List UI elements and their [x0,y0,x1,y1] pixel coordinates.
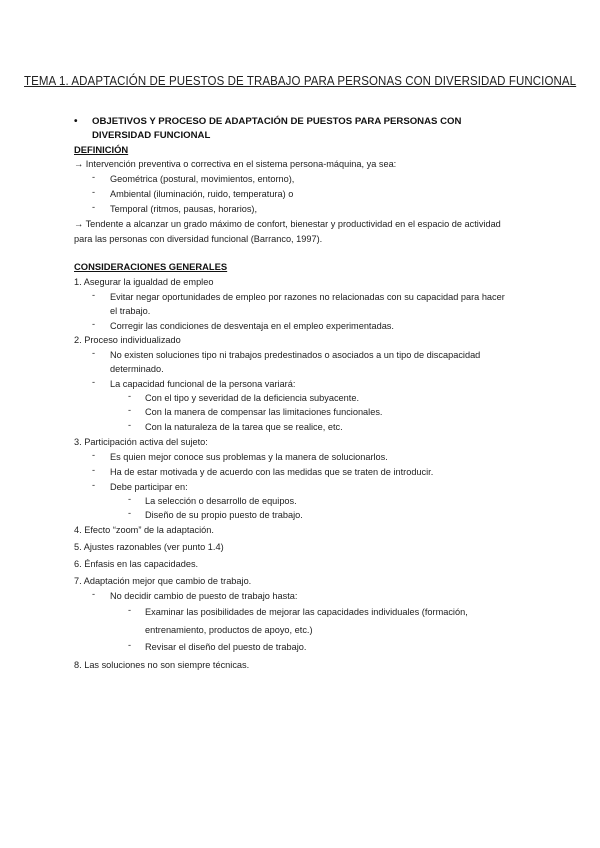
item-1a-cont: el trabajo. [110,306,151,316]
definicion-intro: → Intervención preventiva o correctiva en el sistema persona-máquina, ya sea: [74,159,397,169]
item-3c1: La selección o desarrollo de equipos. [145,496,297,506]
item-1: 1. Asegurar la igualdad de empleo [74,277,214,287]
dash-marker: - [128,405,132,415]
item-3c2: Diseño de su propio puesto de trabajo. [145,510,303,520]
item-7a2: Revisar el diseño del puesto de trabajo. [145,642,307,652]
item-2a-cont: determinado. [110,364,164,374]
dash-marker: - [128,508,132,518]
item-5: 5. Ajustes razonables (ver punto 1.4) [74,542,224,552]
section-heading-text: OBJETIVOS Y PROCESO DE ADAPTACIÓN DE PUESTOS PARA PERSONAS CON DIVERSIDAD FUNCIONAL [92,116,462,141]
dash-marker: - [92,450,96,460]
dash-marker: - [92,377,96,387]
definicion-line-2: → Tendente a alcanzar un grado máximo de confort, bienestar y productividad en el espacio de actividad [74,219,501,229]
dash-marker: - [92,290,96,300]
item-2a: No existen soluciones tipo ni trabajos predestinados o asociados a un tipo de discapacidad [110,350,481,360]
dash-marker: - [128,605,132,615]
item-7: 7. Adaptación mejor que cambio de trabajo. [74,576,252,586]
item-7a1-cont: entrenamiento, productos de apoyo, etc.) [145,625,313,635]
item-3b: Ha de estar motivada y de acuerdo con las medidas que se traten de introducir. [110,467,434,477]
definicion-item-2: Ambiental (iluminación, ruido, temperatura) o [110,189,294,199]
dash-marker: - [128,494,132,504]
dash-marker: - [128,420,132,430]
item-3: 3. Participación activa del sujeto: [74,437,208,447]
item-7a: No decidir cambio de puesto de trabajo hasta: [110,591,298,601]
item-7a1: Examinar las posibilidades de mejorar las capacidades individuales (formación, [145,607,468,617]
dash-marker: - [92,172,96,182]
item-2b2: Con la manera de compensar las limitaciones funcionales. [145,407,383,417]
dash-marker: - [92,589,96,599]
dash-marker: - [92,465,96,475]
definicion-title: DEFINICIÓN [74,144,129,155]
definicion-line-3: para las personas con diversidad funcional (Barranco, 1997). [74,234,323,244]
definicion-item-1: Geométrica (postural, movimientos, entorno), [110,174,295,184]
dash-marker: - [92,480,96,490]
item-3a: Es quien mejor conoce sus problemas y la manera de solucionarlos. [110,452,388,462]
item-2: 2. Proceso individualizado [74,335,181,345]
dash-marker: - [92,202,96,212]
definicion-item-3: Temporal (ritmos, pausas, horarios), [110,204,258,214]
dash-marker: - [92,319,96,329]
bullet-icon: • [74,116,78,127]
item-3c: Debe participar en: [110,482,188,492]
dash-marker: - [92,348,96,358]
section-heading [74,115,512,143]
item-2b: La capacidad funcional de la persona variará: [110,379,296,389]
dash-marker: - [92,187,96,197]
item-1a: Evitar negar oportunidades de empleo por razones no relacionadas con su capacidad para hacer [110,292,505,302]
page-title: TEMA 1. ADAPTACIÓN DE PUESTOS DE TRABAJO PARA PERSONAS CON DIVERSIDAD FUNCIONAL [24,74,577,88]
item-2b1: Con el tipo y severidad de la deficiencia subyacente. [145,393,359,403]
dash-marker: - [128,391,132,401]
consideraciones-title: CONSIDERACIONES GENERALES [74,261,228,272]
item-8: 8. Las soluciones no son siempre técnicas. [74,660,250,670]
item-6: 6. Énfasis en las capacidades. [74,559,199,569]
dash-marker: - [128,640,132,650]
item-1b: Corregir las condiciones de desventaja en el empleo experimentadas. [110,321,394,331]
item-2b3: Con la naturaleza de la tarea que se realice, etc. [145,422,343,432]
item-4: 4. Efecto “zoom” de la adaptación. [74,525,214,535]
